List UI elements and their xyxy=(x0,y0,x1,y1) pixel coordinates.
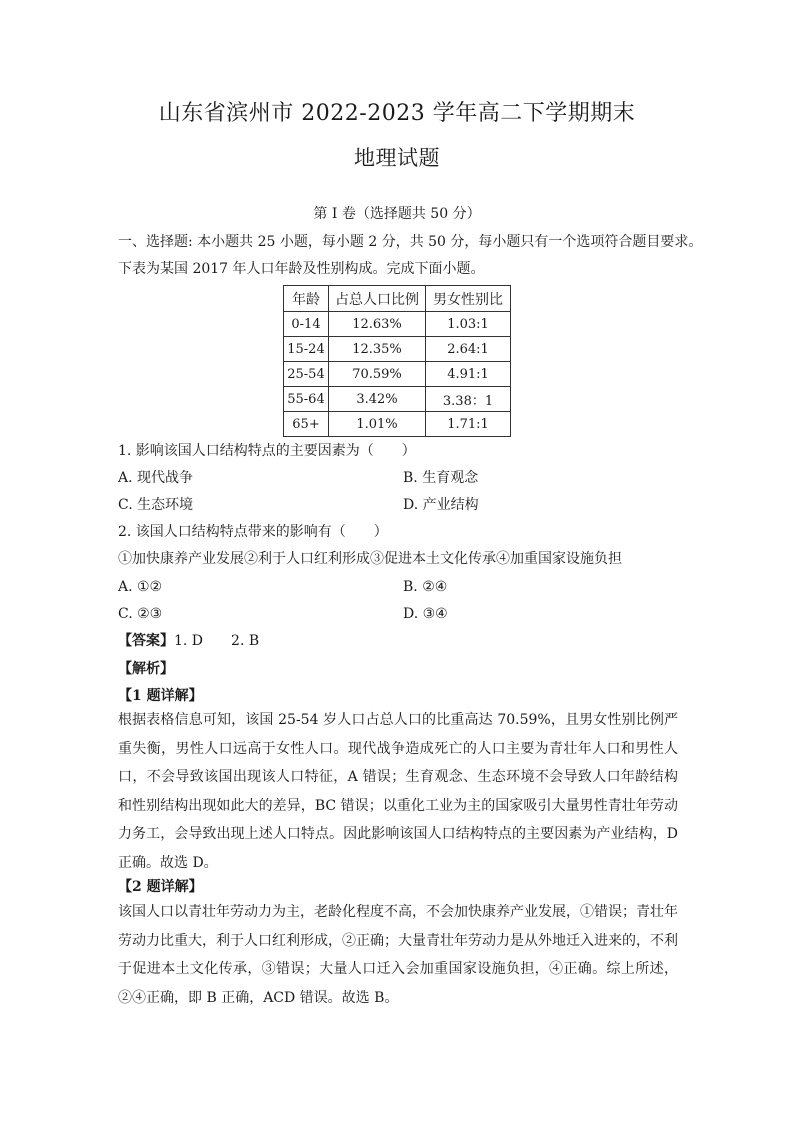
table-cell: 55-64 xyxy=(284,387,329,412)
table-cell: 25-54 xyxy=(284,362,329,387)
table-cell: 15-24 xyxy=(284,337,329,362)
analysis-label: 【解析】 xyxy=(118,661,174,677)
table-cell: 1.03:1 xyxy=(426,312,511,337)
question-1-option-b: B. 生育观念 xyxy=(403,470,479,486)
table-cell: 3.38：1 xyxy=(426,387,511,412)
question-1-option-c: C. 生态环境 xyxy=(118,497,194,513)
table-cell: 4.91:1 xyxy=(426,362,511,387)
table-row xyxy=(284,337,511,362)
instructions-line-1: 一、选择题: 本小题共 25 小题，每小题 2 分，共 50 分，每小题只有一个选项符合题目要求。 xyxy=(118,234,703,250)
answer-text: 1. D 2. B xyxy=(174,633,260,649)
table-row xyxy=(284,312,511,337)
table-row xyxy=(284,362,511,387)
table-cell: 0-14 xyxy=(284,312,329,337)
page-subtitle: 地理试题 xyxy=(354,146,440,170)
question-2-stem: 2. 该国人口结构特点带来的影响有（ ） xyxy=(118,524,388,540)
table-cell: 12.35% xyxy=(329,337,426,362)
table-cell: 2.64:1 xyxy=(426,337,511,362)
answer-line xyxy=(118,631,259,651)
table-cell: 3.42% xyxy=(329,387,426,412)
question-1-stem: 1. 影响该国人口结构特点的主要因素为（ ） xyxy=(118,443,416,459)
detail-2-label: 【2 题详解】 xyxy=(118,879,203,895)
instructions-line-2: 下表为某国 2017 年人口年龄及性别构成。完成下面小题。 xyxy=(118,261,485,277)
table-cell: 1.71:1 xyxy=(426,412,511,437)
question-1-option-d: D. 产业结构 xyxy=(403,497,479,513)
question-2-option-c: C. ②③ xyxy=(118,606,163,622)
table-header-cell: 占总人口比例 xyxy=(329,286,426,312)
table-cell: 12.63% xyxy=(329,312,426,337)
detail-1-text: 根据表格信息可知，该国 25-54 岁人口占总人口的比重高达 70.59%，且男女性别比例严重失衡，男性人口远高于女性人口。现代战争造成死亡的人口主要为青壮年人口和男性人口，不会导致该国出现该人口特征，A 错误；生育观念、生态环境不会导致人口年龄结构和性别结构出现如此大的差异，BC 错误；以重化工业为主的国家吸引大量男性青壮年劳动力务工，会导致出现上述人口特点。因此影响该国人口结构特点的主要因素为产业结构，D 正确。故选 D。 xyxy=(118,712,678,871)
table-cell: 1.01% xyxy=(329,412,426,437)
detail-2-text: 该国人口以青壮年劳动力为主，老龄化程度不高，不会加快康养产业发展，①错误；青壮年劳动力比重大，利于人口红利形成，②正确；大量青壮年劳动力是从外地迁入进来的，不利于促进本土文化传承，③错误；大量人口迁入会加重国家设施负担，④正确。综上所述，②④正确，即 B 正确，ACD 错误。故选 B。 xyxy=(118,904,678,1006)
section-heading: 第 I 卷（选择题共 50 分） xyxy=(313,206,481,222)
table-header-cell: 年龄 xyxy=(284,286,329,312)
answer-label: 【答案】 xyxy=(118,633,174,649)
table-cell: 65+ xyxy=(284,412,329,437)
question-2-option-b: B. ②④ xyxy=(403,579,448,595)
detail-1-label: 【1 题详解】 xyxy=(118,688,203,704)
question-2-option-a: A. ①② xyxy=(118,579,163,595)
table-row xyxy=(284,412,511,437)
table-header-row xyxy=(284,286,511,312)
page-title: 山东省滨州市 2022-2023 学年高二下学期期末 xyxy=(158,101,636,126)
question-2-option-d: D. ③④ xyxy=(403,606,448,622)
question-1-option-a: A. 现代战争 xyxy=(118,470,194,486)
table-header-cell: 男女性别比 xyxy=(426,286,511,312)
table-cell: 70.59% xyxy=(329,362,426,387)
question-2-statements: ①加快康养产业发展②利于人口红利形成③促进本土文化传承④加重国家设施负担 xyxy=(118,551,622,567)
population-table xyxy=(283,285,511,437)
table-row xyxy=(284,387,511,412)
